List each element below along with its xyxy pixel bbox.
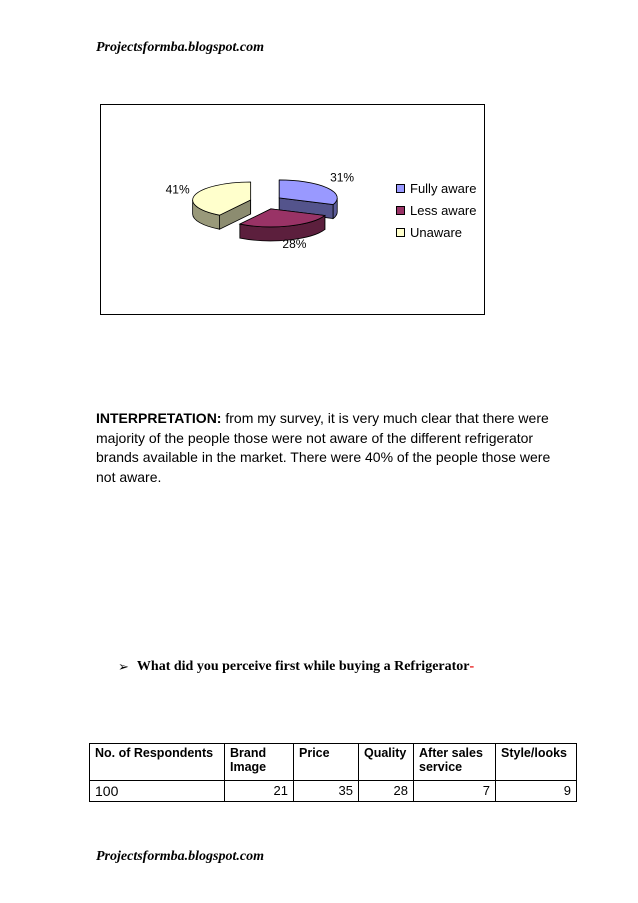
interpretation-heading: INTERPRETATION: <box>96 410 222 426</box>
survey-question <box>118 659 474 675</box>
header-after-sales: After sales service <box>414 744 496 781</box>
cell-after-sales: 7 <box>414 781 496 802</box>
header-brand-image: Brand Image <box>225 744 294 781</box>
header-style-looks: Style/looks <box>496 744 577 781</box>
table-header-row <box>90 744 577 781</box>
interpretation-body: from my survey, it is very much clear that there were majority of the people those were not aware of the different refrigerator brands available in the market. There were 40% of the people those were not aware. <box>96 410 551 485</box>
legend-label-fully-aware: Fully aware <box>410 180 477 196</box>
page-footer: Projectsformba.blogspot.com <box>96 849 264 864</box>
data-label-unaware: 41% <box>165 182 190 197</box>
cell-respondents: 100 <box>90 781 225 802</box>
header-price: Price <box>294 744 359 781</box>
table-row <box>90 781 577 802</box>
cell-quality: 28 <box>359 781 414 802</box>
perception-table <box>89 743 577 802</box>
legend-swatch-unaware <box>396 228 405 237</box>
legend-label-less-aware: Less aware <box>410 202 477 218</box>
cell-price: 35 <box>294 781 359 802</box>
awareness-pie-chart <box>100 104 485 315</box>
pie-slice-unaware <box>193 182 251 229</box>
page-header: Projectsformba.blogspot.com <box>96 40 264 55</box>
legend-swatch-less-aware <box>396 206 405 215</box>
arrow-bullet-icon: ➢ <box>118 659 129 675</box>
legend-swatch-fully-aware <box>396 184 405 193</box>
cell-style-looks: 9 <box>496 781 577 802</box>
data-label-less-aware: 28% <box>282 236 307 251</box>
legend-item-fully-aware <box>396 177 476 199</box>
question-dash: - <box>469 659 475 674</box>
chart-legend <box>396 177 476 243</box>
interpretation-paragraph <box>96 409 566 487</box>
header-quality: Quality <box>359 744 414 781</box>
header-respondents: No. of Respondents <box>90 744 225 781</box>
data-label-fully-aware: 31% <box>330 170 355 185</box>
cell-brand-image: 21 <box>225 781 294 802</box>
legend-label-unaware: Unaware <box>410 224 463 240</box>
question-text: What did you perceive first while buying a Refrigerator <box>136 659 470 674</box>
legend-item-less-aware <box>396 199 476 221</box>
legend-item-unaware <box>396 221 476 243</box>
